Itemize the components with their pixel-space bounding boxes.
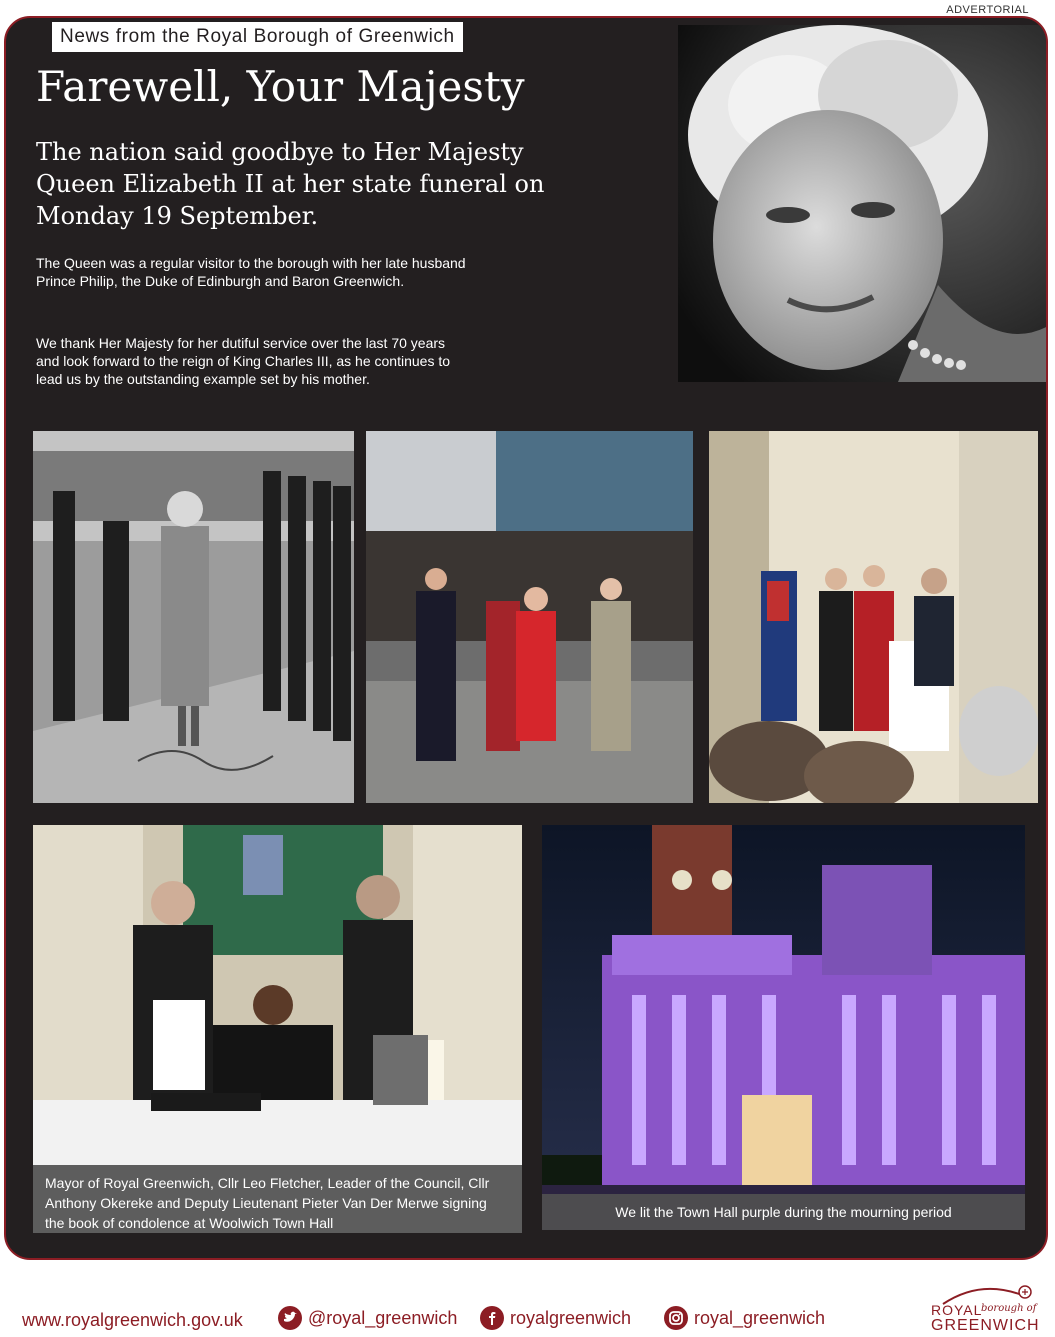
advertorial-label: ADVERTORIAL xyxy=(946,4,1029,16)
logo-greenwich-text: GREENWICH xyxy=(931,1317,1040,1334)
twitter-handle: @royal_greenwich xyxy=(308,1307,458,1328)
townhall-purple-photo xyxy=(542,825,1025,1230)
condolence-caption: Mayor of Royal Greenwich, Cllr Leo Fletcher, Leader of the Council, Cllr Anthony Okereke and Deputy Lieutenant Pieter Van Der Merwe signing the book of condolence at Woolwich Town Hall xyxy=(33,1165,522,1233)
website-link[interactable]: www.royalgreenwich.gov.uk xyxy=(22,1310,243,1330)
body-paragraph-2: We thank Her Majesty for her dutiful service over the last 70 years and look forward to the reign of King Charles III, as he continues to lead us by the outstanding example set by his mother. xyxy=(36,335,451,387)
instagram-handle: royal_greenwich xyxy=(694,1307,826,1328)
instagram-icon xyxy=(664,1306,688,1330)
guard-inspection-photo xyxy=(33,431,354,803)
facebook-handle: royalgreenwich xyxy=(510,1307,632,1328)
twitter-link[interactable] xyxy=(278,1306,457,1330)
facebook-icon xyxy=(480,1306,504,1330)
subhead: The nation said goodbye to Her Majesty Queen Elizabeth II at her state funeral on Monday 19 September. xyxy=(36,138,545,230)
proclamation-ceremony-photo xyxy=(709,431,1038,803)
royal-greenwich-logo xyxy=(931,1284,1040,1334)
logo-borough-text: borough of xyxy=(981,1303,1037,1314)
royal-visit-photo xyxy=(366,431,693,803)
condolence-signing-photo xyxy=(33,825,522,1233)
logo-royal-text: ROYAL xyxy=(931,1302,983,1318)
instagram-link[interactable] xyxy=(664,1306,825,1330)
body-paragraph-1: The Queen was a regular visitor to the borough with her late husband Prince Philip, the Duke of Edinburgh and Baron Greenwich. xyxy=(36,255,466,289)
article-panel xyxy=(4,16,1048,1260)
masthead: News from the Royal Borough of Greenwich xyxy=(52,22,463,52)
footer xyxy=(0,1296,1055,1337)
facebook-link[interactable] xyxy=(480,1306,631,1330)
townhall-caption: We lit the Town Hall purple during the mourning period xyxy=(542,1194,1025,1230)
twitter-icon xyxy=(278,1306,302,1330)
headline: Farewell, Your Majesty xyxy=(36,62,525,111)
queen-portrait-photo xyxy=(678,25,1048,382)
